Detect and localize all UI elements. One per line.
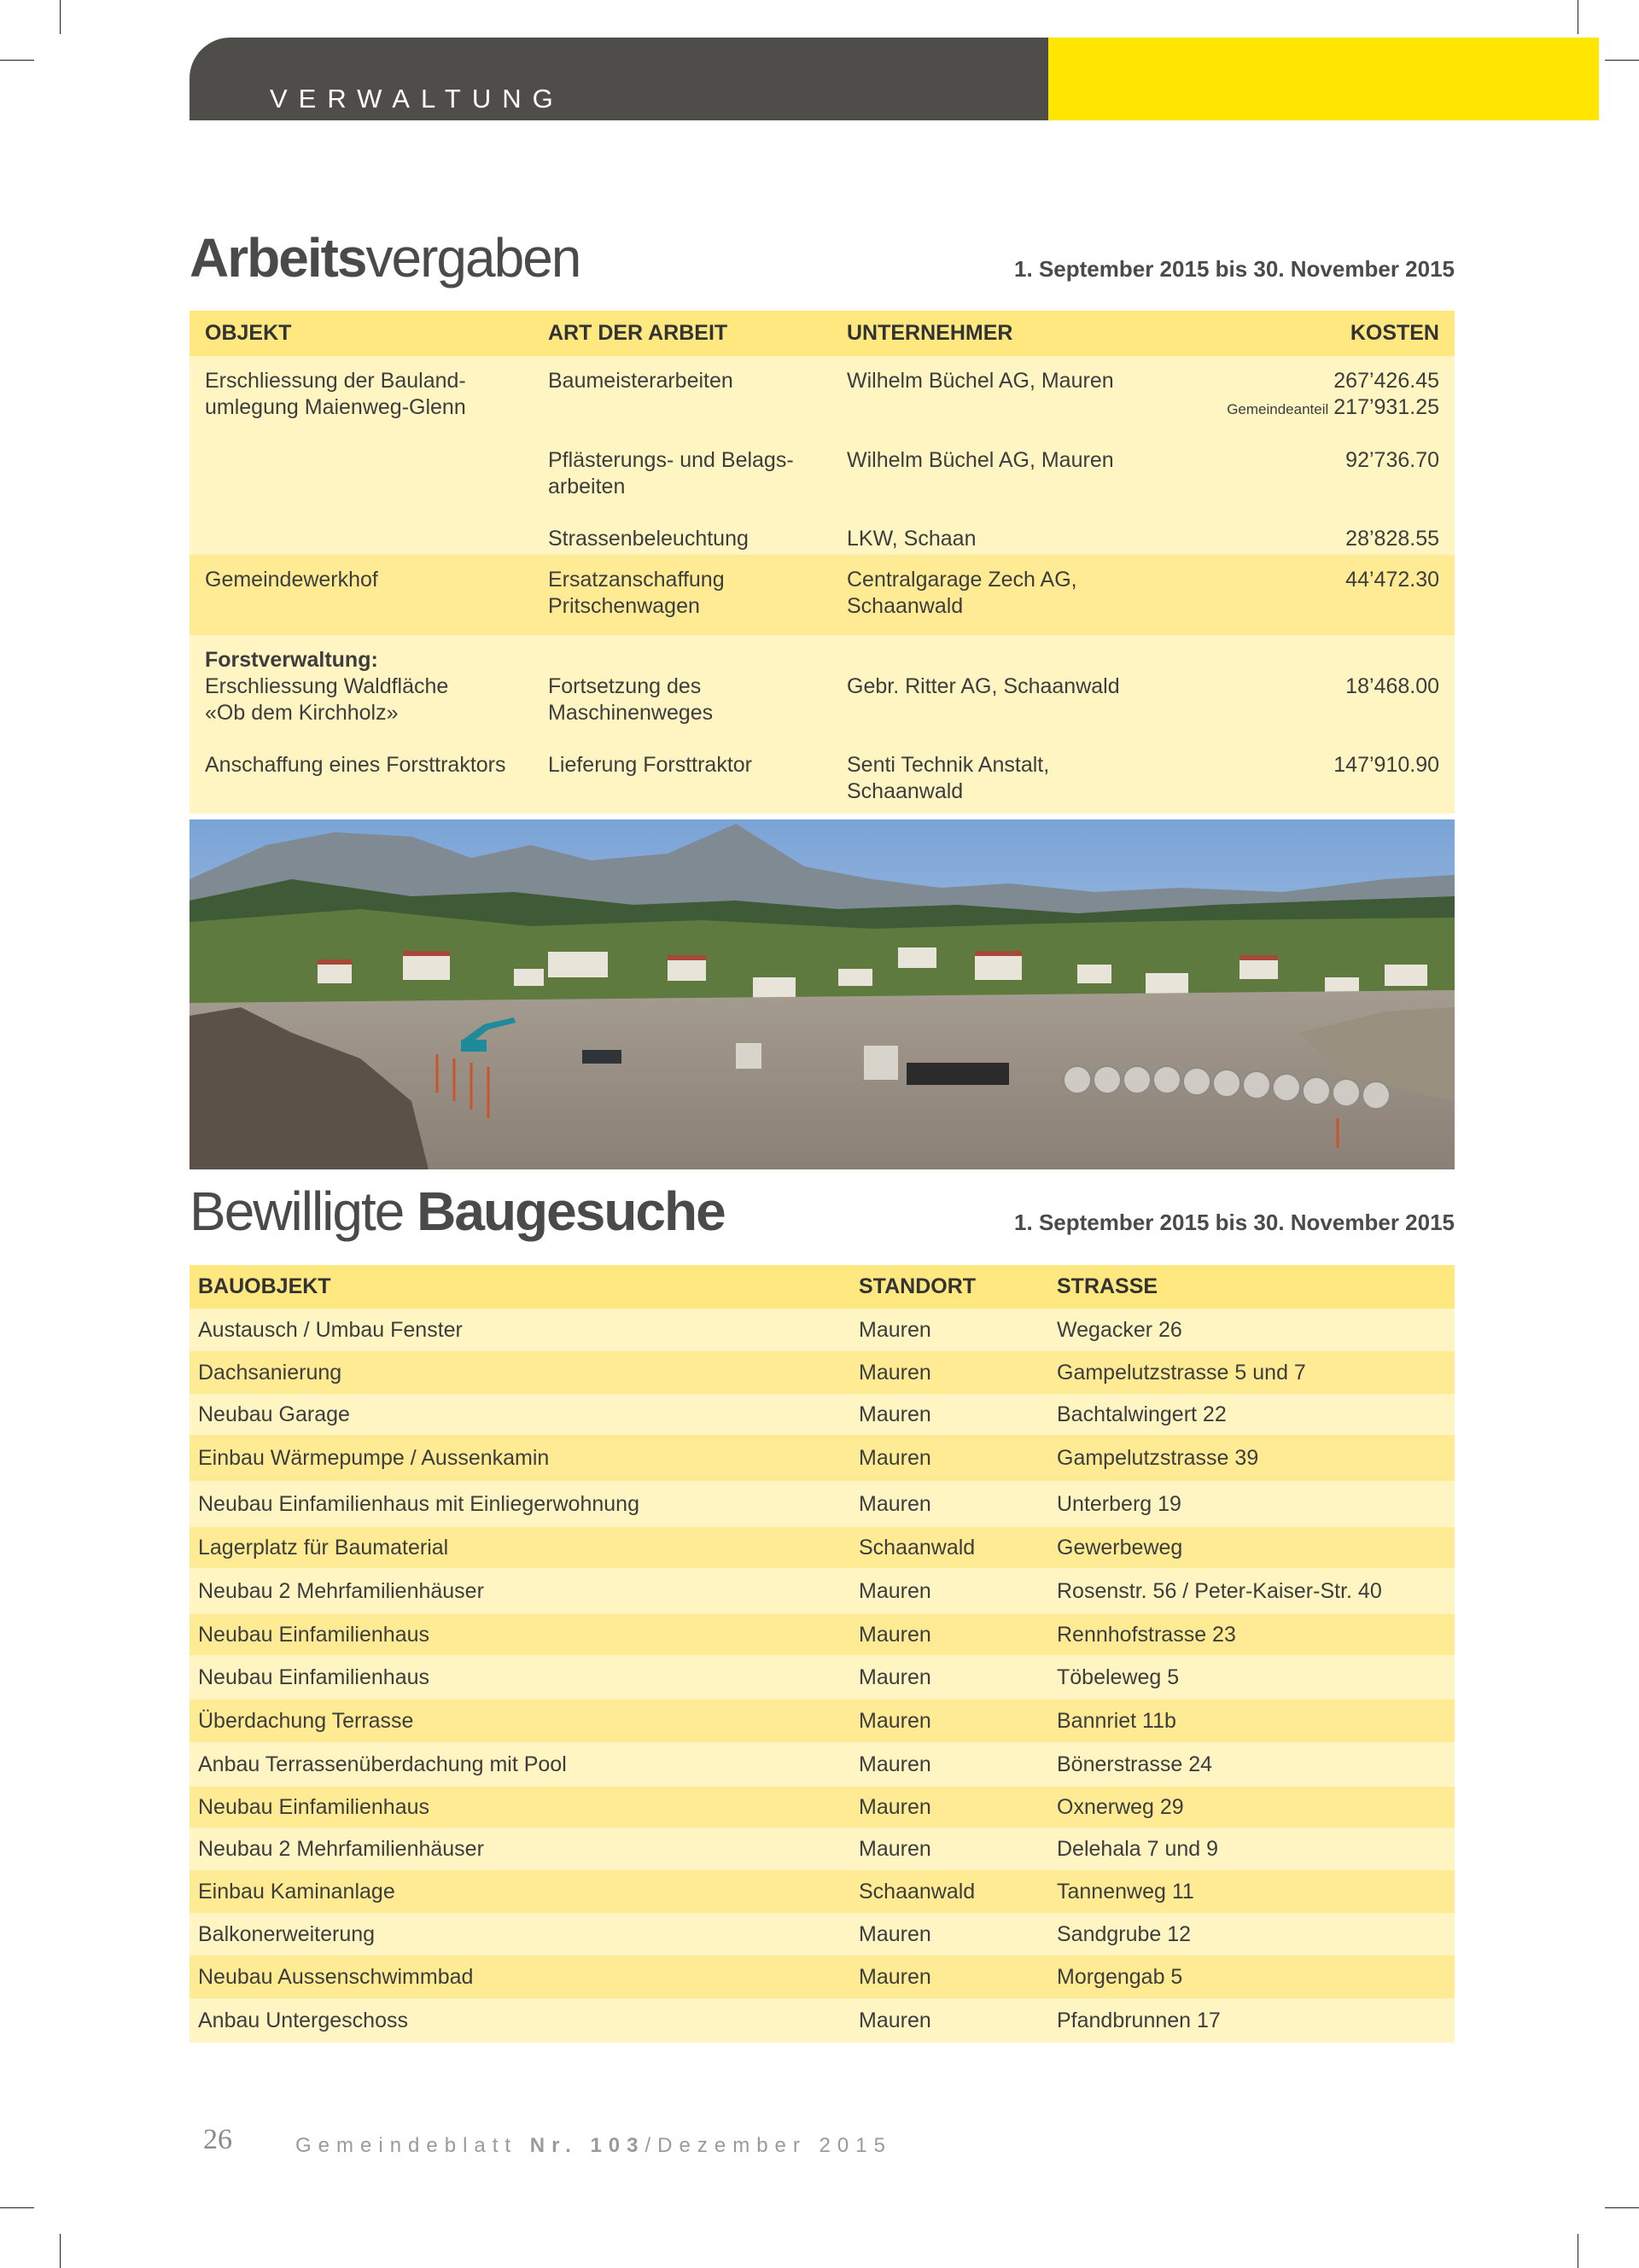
table-cell: Mauren	[859, 1445, 931, 1470]
table-cell: Mauren	[859, 1360, 931, 1385]
table-row	[190, 567, 1455, 620]
arbeitsvergaben-table	[190, 311, 1455, 813]
crop-mark	[0, 2207, 34, 2208]
table-row	[190, 1481, 1455, 1527]
section-header-accent	[1048, 38, 1599, 120]
table-cell: Töbeleweg 5	[1057, 1665, 1180, 1689]
table-cell: Centralgarage Zech AG, Schaanwald	[847, 568, 1077, 618]
table-cell: Schaanwald	[859, 1535, 976, 1560]
table-cell: Gemeindeanteil 217’931.25	[1227, 395, 1439, 419]
table-cell: Erschliessung Waldfläche «Ob dem Kirchholz»	[205, 674, 449, 725]
table-cell: Überdachung Terrasse	[198, 1708, 414, 1733]
table-cell: Einbau Wärmepumpe / Aussenkamin	[198, 1445, 550, 1470]
table-cell: Mauren	[859, 1708, 931, 1733]
baugesuche-table	[190, 1265, 1455, 2043]
table-row	[190, 394, 1455, 423]
crop-mark	[1605, 2207, 1639, 2208]
table-cell: Neubau Aussenschwimmbad	[198, 1964, 474, 1989]
baugesuche-title: Bewilligte Baugesuche	[190, 1181, 725, 1242]
table-body	[190, 1309, 1455, 2043]
table-row	[190, 1870, 1455, 1913]
table-cell: Anschaffung eines Forsttraktors	[205, 753, 506, 777]
section-header-label: VERWALTUNG	[270, 84, 564, 114]
table-cell: Gampelutzstrasse 5 und 7	[1057, 1360, 1306, 1385]
table-cell: Mauren	[859, 1491, 931, 1516]
table-cell: Pfandbrunnen 17	[1057, 2008, 1221, 2032]
construction-site-photo	[190, 819, 1455, 1169]
table-row	[190, 647, 1455, 673]
table-cell: Strassenbeleuchtung	[548, 527, 749, 551]
table-row	[190, 526, 1455, 552]
table-row	[190, 1828, 1455, 1870]
table-row	[190, 1956, 1455, 1998]
crop-mark	[60, 2234, 61, 2268]
table-cell: Mauren	[859, 1622, 931, 1647]
table-cell: Wegacker 26	[1057, 1317, 1182, 1342]
table-cell: Forstverwaltung:	[205, 648, 378, 672]
table-row	[190, 1655, 1455, 1700]
table-cell: 18’468.00	[1345, 674, 1439, 698]
table-cell: Senti Technik Anstalt, Schaanwald	[847, 753, 1050, 803]
table-row	[190, 1742, 1455, 1787]
table-cell: Rennhofstrasse 23	[1057, 1622, 1236, 1647]
column-header: UNTERNEHMER	[847, 321, 1013, 345]
page-number: 26	[203, 2124, 232, 2155]
table-cell: Gemeindewerkhof	[205, 568, 378, 592]
table-cell: Mauren	[859, 1836, 931, 1861]
table-cell: Unterberg 19	[1057, 1491, 1181, 1516]
table-group	[190, 356, 1455, 555]
table-cell: Mauren	[859, 1964, 931, 1989]
table-cell: Mauren	[859, 1794, 931, 1819]
table-row	[190, 1435, 1455, 1481]
table-cell: Fortsetzung des Maschinenweges	[548, 674, 714, 725]
table-cell: Einbau Kaminanlage	[198, 1879, 395, 1904]
table-cell: Neubau Einfamilienhaus	[198, 1622, 430, 1647]
table-row	[190, 1394, 1455, 1435]
table-cell: Morgengab 5	[1057, 1964, 1183, 1989]
column-header: STANDORT	[859, 1274, 977, 1298]
table-row	[190, 368, 1455, 394]
table-row	[190, 673, 1455, 726]
table-row	[190, 752, 1455, 805]
table-cell: Bannriet 11b	[1057, 1708, 1176, 1733]
table-cell: Mauren	[859, 1578, 931, 1603]
table-cell: Tannenweg 11	[1057, 1879, 1194, 1904]
table-cell: 147’910.90	[1333, 753, 1439, 777]
table-cell: 28’828.55	[1345, 527, 1439, 551]
table-cell: Mauren	[859, 1921, 931, 1946]
table-cell: Pflästerungs- und Belags- arbeiten	[548, 448, 794, 498]
table-cell: Gampelutzstrasse 39	[1057, 1445, 1259, 1470]
table-cell: Neubau Garage	[198, 1402, 350, 1426]
table-row	[190, 1787, 1455, 1828]
table-cell: Gewerbeweg	[1057, 1535, 1183, 1560]
table-cell: Baumeisterarbeiten	[548, 369, 733, 393]
table-cell: Balkonerweiterung	[198, 1921, 376, 1946]
table-cell: Gebr. Ritter AG, Schaanwald	[847, 674, 1120, 698]
table-cell: Sandgrube 12	[1057, 1921, 1192, 1946]
table-header	[190, 1265, 1455, 1309]
table-row	[190, 1614, 1455, 1655]
table-cell: Neubau Einfamilienhaus	[198, 1794, 430, 1819]
table-cell: Schaanwald	[859, 1879, 976, 1904]
table-cell: Delehala 7 und 9	[1057, 1836, 1219, 1861]
table-cell: 92’736.70	[1345, 448, 1439, 472]
table-cell: Mauren	[859, 1752, 931, 1776]
table-cell: Anbau Untergeschoss	[198, 2008, 408, 2032]
table-cell: Mauren	[859, 1402, 931, 1426]
table-cell: Erschliessung der Bauland-	[205, 369, 466, 393]
table-cell: Mauren	[859, 1665, 931, 1689]
table-row	[190, 1568, 1455, 1614]
crop-mark	[1605, 60, 1639, 61]
arbeitsvergaben-title: Arbeitsvergaben	[190, 227, 580, 289]
column-header: OBJEKT	[205, 321, 292, 345]
table-cell: Wilhelm Büchel AG, Mauren	[847, 448, 1114, 472]
table-group	[190, 635, 1455, 813]
table-cell: Rosenstr. 56 / Peter-Kaiser-Str. 40	[1057, 1578, 1382, 1603]
crop-mark	[60, 0, 61, 34]
table-row	[190, 1998, 1455, 2043]
table-cell: 267’426.45	[1333, 369, 1439, 393]
column-header: KOSTEN	[1350, 321, 1439, 345]
baugesuche-date-range: 1. September 2015 bis 30. November 2015	[1014, 1210, 1455, 1235]
table-row	[190, 447, 1455, 500]
table-group	[190, 555, 1455, 635]
table-cell: Neubau 2 Mehrfamilienhäuser	[198, 1578, 484, 1603]
table-cell: Mauren	[859, 1317, 931, 1342]
table-cell: 44’472.30	[1345, 568, 1439, 592]
table-row	[190, 1913, 1455, 1956]
table-header	[190, 311, 1455, 356]
table-cell: Austausch / Umbau Fenster	[198, 1317, 463, 1342]
table-cell: Bachtalwingert 22	[1057, 1402, 1227, 1426]
table-cell: Dachsanierung	[198, 1360, 342, 1385]
table-cell: Lagerplatz für Baumaterial	[198, 1535, 449, 1560]
table-cell: Bönerstrasse 24	[1057, 1752, 1213, 1776]
table-cell: Mauren	[859, 2008, 931, 2032]
table-cell: Ersatzanschaffung Pritschenwagen	[548, 568, 725, 618]
table-cell: Neubau 2 Mehrfamilienhäuser	[198, 1836, 484, 1861]
table-row	[190, 1700, 1455, 1742]
column-header: BAUOBJEKT	[198, 1274, 331, 1298]
table-row	[190, 1351, 1455, 1394]
publication-footer: Gemeindeblatt Nr. 103/Dezember 2015	[295, 2134, 892, 2157]
column-header: STRASSE	[1057, 1274, 1158, 1298]
table-cell: umlegung Maienweg-Glenn	[205, 395, 466, 419]
table-row	[190, 1309, 1455, 1351]
crop-mark	[0, 60, 34, 61]
table-row	[190, 1527, 1455, 1568]
table-cell: Oxnerweg 29	[1057, 1794, 1184, 1819]
column-header: ART DER ARBEIT	[548, 321, 728, 345]
table-cell: Anbau Terrassenüberdachung mit Pool	[198, 1752, 567, 1776]
table-cell: Neubau Einfamilienhaus mit Einliegerwohnung	[198, 1491, 639, 1516]
table-cell: LKW, Schaan	[847, 527, 977, 551]
table-cell: Wilhelm Büchel AG, Mauren	[847, 369, 1114, 393]
arbeitsvergaben-date-range: 1. September 2015 bis 30. November 2015	[1014, 256, 1455, 282]
table-cell: Lieferung Forsttraktor	[548, 753, 752, 777]
table-cell: Neubau Einfamilienhaus	[198, 1665, 430, 1689]
